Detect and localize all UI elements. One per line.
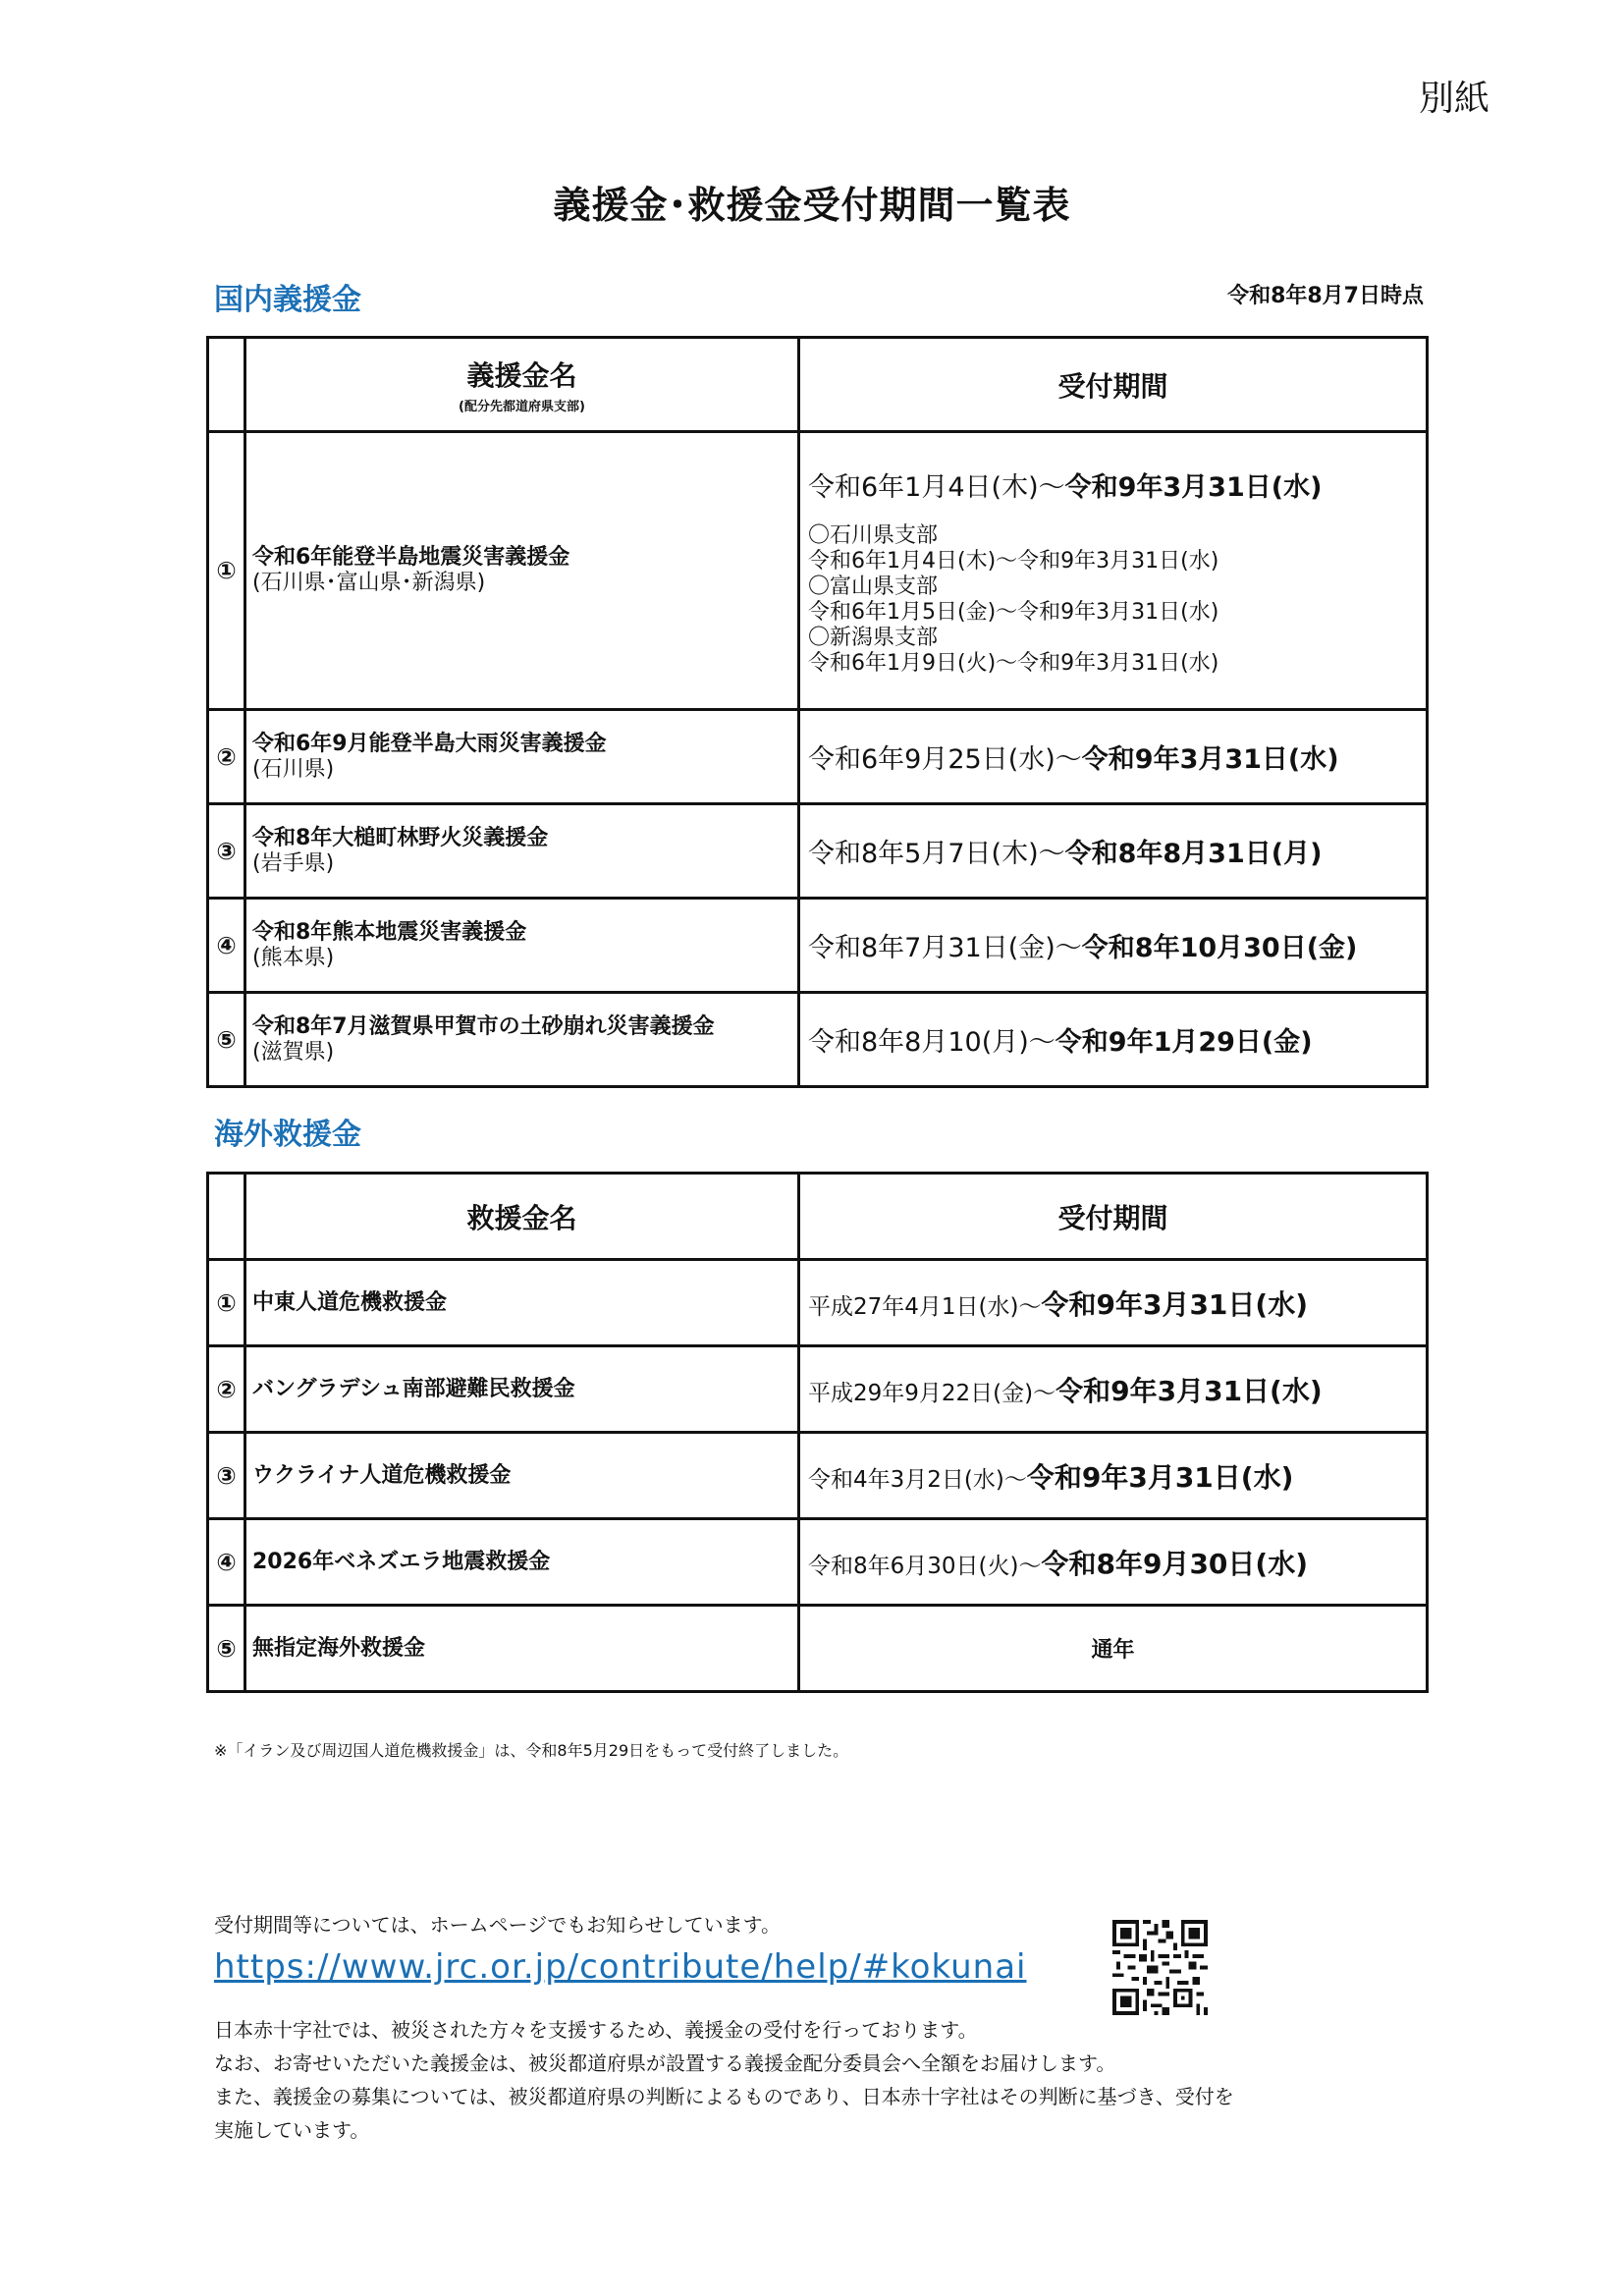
header-name: 救援金名 (245, 1174, 799, 1260)
fund-prefectures: (石川県) (252, 756, 335, 782)
row-number: ② (208, 710, 245, 804)
row-number: ④ (208, 899, 245, 993)
fund-title: 令和8年7月滋賀県甲賀市の土砂崩れ災害義援金 (252, 1013, 715, 1039)
table-header-row (208, 338, 1428, 432)
period-start: 令和6年1月4日(木)～ (808, 471, 1065, 503)
acceptance-period (799, 710, 1428, 804)
row-number: ⑤ (208, 993, 245, 1087)
period-end: 令和8年9月30日(水) (1041, 1547, 1309, 1580)
period-end: 令和8年10月30日(金) (1081, 933, 1358, 963)
footer-line-3: また、義援金の募集については、被災都道府県の判断によるものであり、日本赤十字社はその判断に基づき、受付を (214, 2085, 1234, 2108)
domestic-heading: 国内義援金 (214, 283, 361, 317)
header-name (245, 338, 799, 432)
overseas-table (206, 1172, 1429, 1693)
header-no (208, 338, 245, 432)
period-start: 令和8年6月30日(火)～ (808, 1553, 1042, 1579)
fund-name (245, 432, 799, 710)
period-start: 令和8年7月31日(金)～ (808, 933, 1082, 963)
fund-name: 無指定海外救援金 (245, 1606, 799, 1692)
period-start: 平成27年4月1日(水)～ (808, 1293, 1042, 1320)
acceptance-period (799, 1519, 1428, 1606)
qr-code-icon[interactable] (1112, 1920, 1208, 2015)
period-end: 令和9年1月29日(金) (1055, 1027, 1313, 1058)
table-row (208, 804, 1428, 899)
fund-name: バングラデシュ南部避難民救援金 (245, 1346, 799, 1433)
fund-prefectures: (石川県･富山県･新潟県) (252, 571, 486, 595)
table-row (208, 899, 1428, 993)
fund-title: 令和8年熊本地震災害義援金 (252, 919, 527, 945)
row-number: ③ (208, 1433, 245, 1519)
fund-title: 令和6年能登半島地震災害義援金 (252, 545, 570, 570)
fund-prefectures: (滋賀県) (252, 1039, 335, 1065)
table-row (208, 1519, 1428, 1606)
period-start: 令和8年5月7日(木)～ (808, 839, 1065, 869)
acceptance-period (799, 1433, 1428, 1519)
branch-line: 〇富山県支部 (808, 574, 939, 599)
header-name-sublabel: (配分先都道府県支部) (459, 400, 585, 414)
overseas-heading: 海外救援金 (214, 1118, 361, 1152)
footer-line-2: なお、お寄せいただいた義援金は、被災都道府県が設置する義援金配分委員会へ全額をお届けします。 (214, 2051, 1116, 2075)
branch-line: 〇石川県支部 (808, 522, 939, 548)
table-row (208, 1260, 1428, 1346)
table-row (208, 1606, 1428, 1692)
as-of-date: 令和8年8月7日時点 (1227, 284, 1424, 308)
period-end: 令和9年3月31日(水) (1064, 471, 1323, 503)
header-name-label: 義援金名 (466, 359, 577, 392)
period-end: 令和8年8月31日(月) (1064, 839, 1323, 869)
period-end: 令和9年3月31日(水) (1041, 1287, 1309, 1321)
branch-line: 令和6年1月4日(木)～令和9年3月31日(水) (808, 548, 1219, 574)
acceptance-period (799, 899, 1428, 993)
period-end: 令和9年3月31日(水) (1081, 744, 1339, 775)
termination-note: ※「イラン及び周辺国人道危機救援金」は、令和8年5月29日をもって受付終了しました。 (214, 1741, 849, 1760)
homepage-link[interactable]: https://www.jrc.or.jp/contribute/help/#kokunai (214, 1947, 1027, 1987)
branch-line: 令和6年1月5日(金)～令和9年3月31日(水) (808, 599, 1219, 625)
table-header-row (208, 1174, 1428, 1260)
fund-name: 中東人道危機救援金 (245, 1260, 799, 1346)
row-number: ① (208, 432, 245, 710)
table-row (208, 710, 1428, 804)
fund-title: 令和6年9月能登半島大雨災害義援金 (252, 731, 607, 756)
domestic-table (206, 336, 1429, 1088)
acceptance-period (799, 432, 1428, 710)
fund-title: 令和8年大槌町林野火災義援金 (252, 825, 549, 850)
period-start: 令和4年3月2日(水)～ (808, 1466, 1027, 1493)
row-number: ② (208, 1346, 245, 1433)
header-period: 受付期間 (799, 338, 1428, 432)
period-start: 平成29年9月22日(金)～ (808, 1380, 1056, 1406)
row-number: ③ (208, 804, 245, 899)
period-end: 令和9年3月31日(水) (1056, 1374, 1323, 1407)
fund-name: 2026年ベネズエラ地震救援金 (245, 1519, 799, 1606)
period-start: 令和8年8月10(月)～ (808, 1027, 1056, 1058)
footer-line-1: 日本赤十字社では、被災された方々を支援するため、義援金の受付を行っております。 (214, 2018, 978, 2042)
footer-intro: 受付期間等については、ホームページでもお知らせしています。 (214, 1913, 781, 1937)
table-row (208, 1433, 1428, 1519)
row-number: ④ (208, 1519, 245, 1606)
period-end: 令和9年3月31日(水) (1026, 1460, 1294, 1494)
period-start: 令和6年9月25日(水)～ (808, 744, 1082, 775)
fund-prefectures: (熊本県) (252, 945, 335, 970)
acceptance-period (799, 1260, 1428, 1346)
row-number: ① (208, 1260, 245, 1346)
acceptance-period (799, 993, 1428, 1087)
acceptance-period-all-year: 通年 (799, 1606, 1428, 1692)
branch-line: 令和6年1月9日(火)～令和9年3月31日(水) (808, 650, 1219, 676)
fund-name (245, 804, 799, 899)
fund-name (245, 899, 799, 993)
acceptance-period (799, 1346, 1428, 1433)
page-title: 義援金･救援金受付期間一覧表 (553, 184, 1071, 227)
table-row (208, 993, 1428, 1087)
footer-line-4: 実施しています。 (214, 2118, 370, 2142)
header-period: 受付期間 (799, 1174, 1428, 1260)
attachment-label: 別紙 (1419, 79, 1490, 119)
fund-name (245, 710, 799, 804)
table-row (208, 1346, 1428, 1433)
acceptance-period (799, 804, 1428, 899)
fund-name (245, 993, 799, 1087)
row-number: ⑤ (208, 1606, 245, 1692)
fund-prefectures: (岩手県) (252, 850, 335, 876)
branch-line: 〇新潟県支部 (808, 625, 939, 650)
table-row (208, 432, 1428, 710)
branch-periods (808, 523, 1426, 677)
fund-name: ウクライナ人道危機救援金 (245, 1433, 799, 1519)
header-no (208, 1174, 245, 1260)
